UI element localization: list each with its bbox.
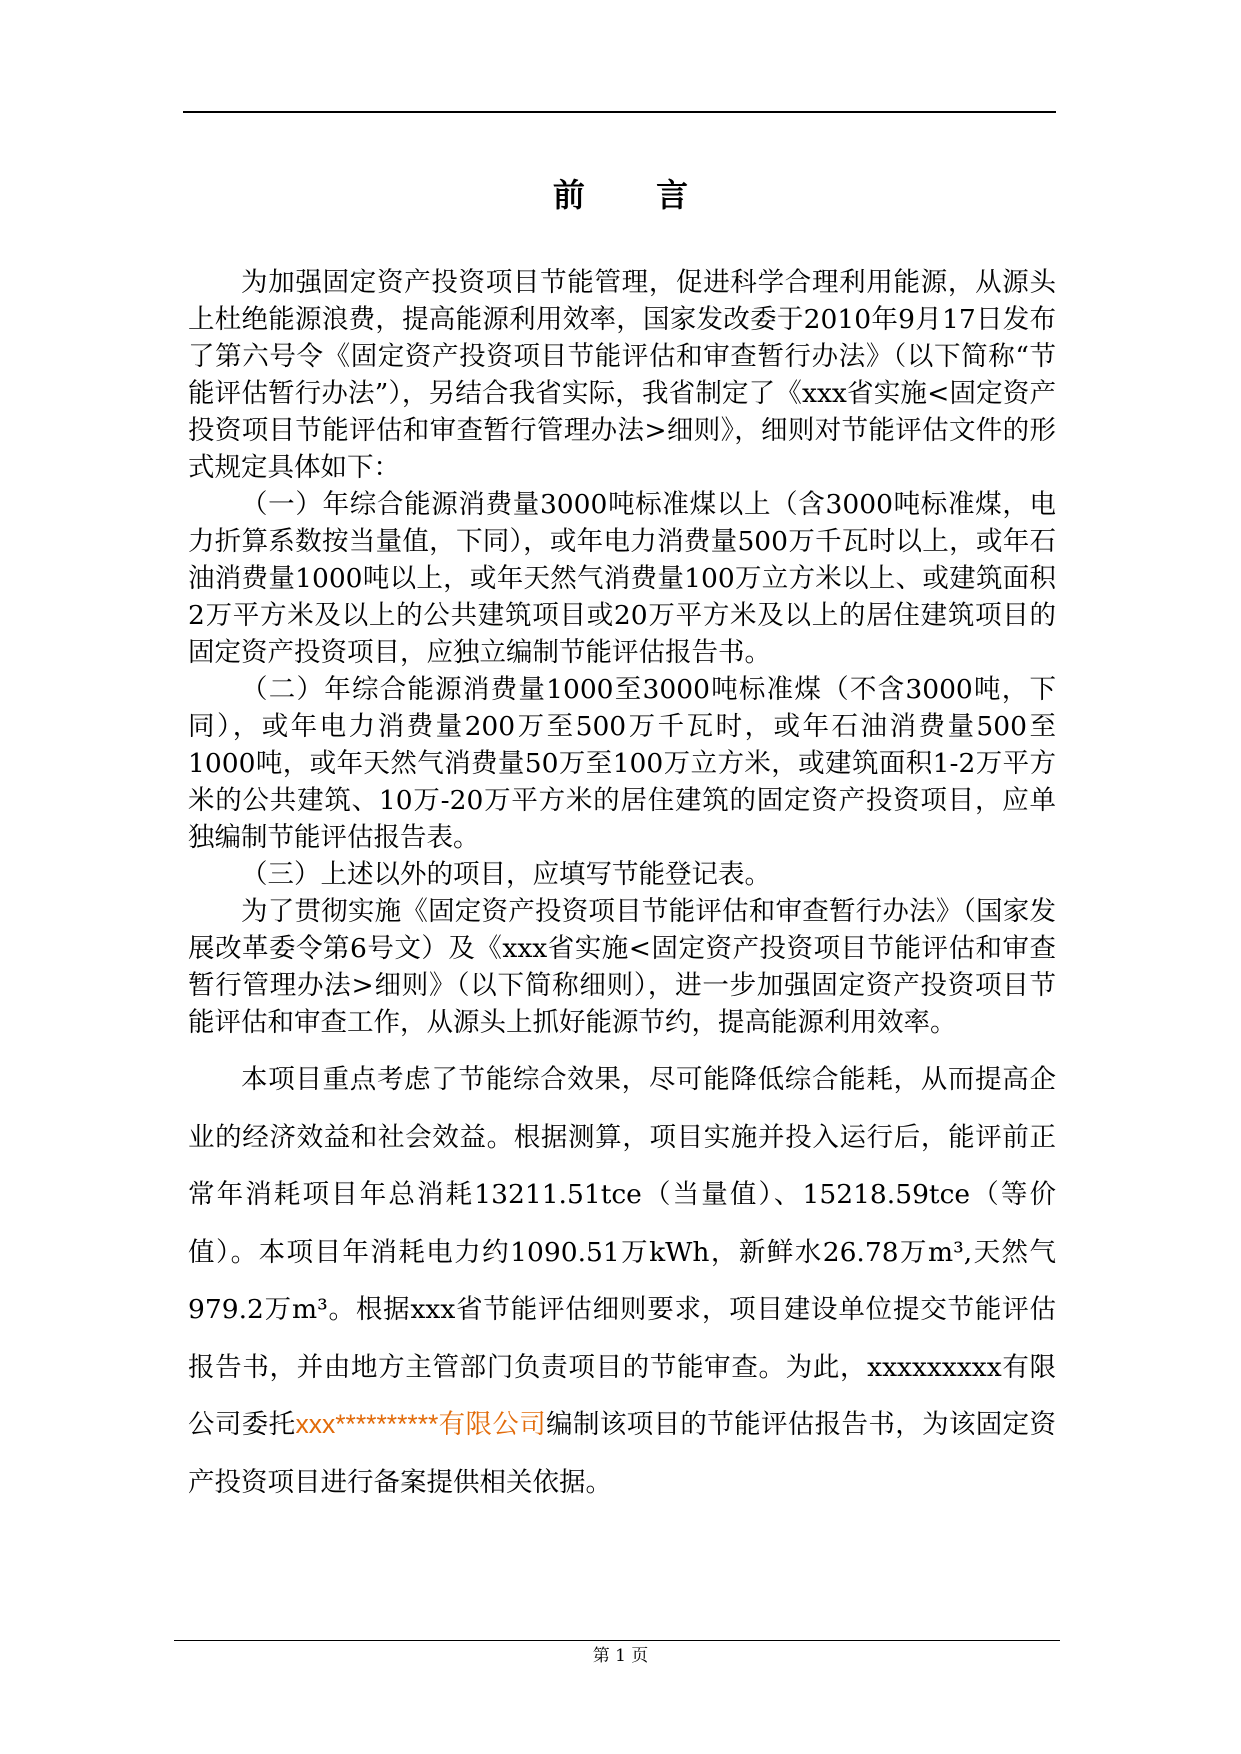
summary-text-start: 本项目重点考虑了节能综合效果，尽可能降低综合能耗，从而提高企业的经济效益和社会效益。根据测算，项目实施并投入运行后，能评前正常年消耗项目年总消耗13211.51tce（当量值）、15218.59tce（等价值）。本项目年消耗电力约1090.51万kWh，新鲜水26.78万m³,天然气979.2万m³。根据xxx省节能评估细则要求，项目建设单位提交节能评估报告书，并由地方主管部门负责项目的节能审查。为此，xxxxxxxxx有限公司委托 bbox=[188, 1064, 1056, 1440]
paragraph-purpose: 为了贯彻实施《固定资产投资项目节能评估和审查暂行办法》（国家发展改革委令第6号文）及《xxx省实施<固定资产投资项目节能评估和审查暂行管理办法>细则》（以下简称细则），进一步加强固定资产投资项目节能评估和审查工作，从源头上抓好能源节约，提高能源利用效率。 bbox=[188, 896, 1056, 1038]
footer-rule bbox=[174, 1640, 1060, 1641]
header-rule bbox=[183, 111, 1056, 113]
paragraph-project-summary bbox=[188, 1051, 1056, 1511]
document-body bbox=[188, 264, 1056, 1511]
summary-text-end: 编制该项目的节能评估报告书，为该固定资产投资项目进行备案提供相关依据。 bbox=[188, 1409, 1057, 1498]
paragraph-item-three: （三）上述以外的项目，应填写节能登记表。 bbox=[241, 859, 771, 890]
paragraph-intro: 为加强固定资产投资项目节能管理，促进科学合理利用能源，从源头上杜绝能源浪费，提高能源利用效率，国家发改委于2010年9月17日发布了第六号令《固定资产投资项目节能评估和审查暂行办法》（以下简称“节能评估暂行办法”），另结合我省实际，我省制定了《xxx省实施<固定资产投资项目节能评估和审查暂行管理办法>细则》，细则对节能评估文件的形式规定具体如下： bbox=[188, 267, 1056, 483]
page-number: 第 1 页 bbox=[592, 1646, 649, 1666]
paragraph-item-two: （二）年综合能源消费量1000至3000吨标准煤（不含3000吨，下同），或年电力消费量200万至500万千瓦时，或年石油消费量500至1000吨，或年天然气消费量50万至100万立方米，或建筑面积1-2万平方米的公共建筑、10万-20万平方米的居住建筑的固定资产投资项目，应单独编制节能评估报告表。 bbox=[188, 674, 1056, 853]
page-title: 前 言 bbox=[552, 176, 719, 214]
consultant-company-name: xxx**********有限公司 bbox=[295, 1409, 547, 1439]
paragraph-item-one: （一）年综合能源消费量3000吨标准煤以上（含3000吨标准煤，电力折算系数按当量值，下同），或年电力消费量500万千瓦时以上，或年石油消费量1000吨以上，或年天然气消费量100万立方米以上、或建筑面积2万平方米及以上的公共建筑项目或20万平方米及以上的居住建筑项目的固定资产投资项目，应独立编制节能评估报告书。 bbox=[188, 489, 1056, 668]
